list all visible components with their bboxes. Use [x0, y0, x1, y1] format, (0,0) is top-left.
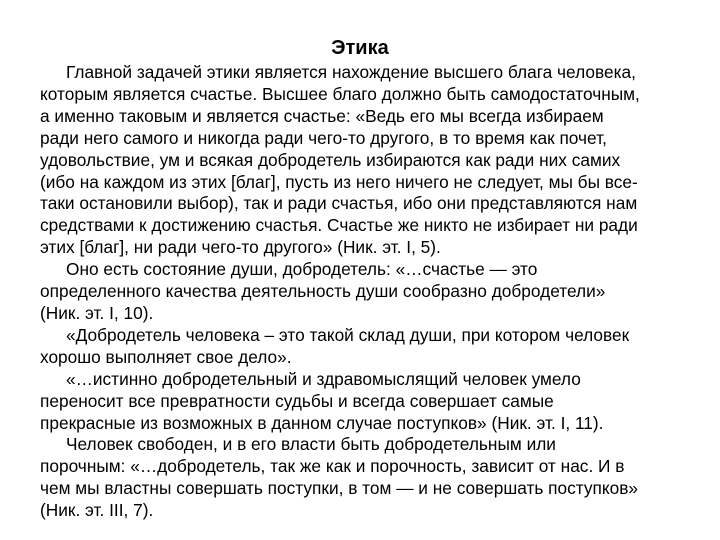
text-line: (Ник. эт. III, 7). — [40, 500, 154, 521]
text-line: Человек свободен, и в его власти быть добродетельным или — [66, 434, 556, 455]
text-line: таки остановили выбор), так и ради счастья, ибо они представляются нам — [40, 193, 638, 214]
text-line: которым является счастье. Высшее благо должно быть самодостаточным, — [40, 83, 640, 104]
text-line: (ибо на каждом из этих [благ], пусть из него ничего не следует, мы бы все- — [40, 171, 638, 192]
page-title: Этика — [331, 37, 389, 59]
text-line: средствами к достижению счастья. Счастье же никто не избирает ни ради — [40, 215, 638, 236]
body-text — [40, 62, 686, 522]
text-line: «…истинно добродетельный и здравомыслящий человек умело — [66, 368, 581, 389]
text-line: порочным: «…добродетель, так же как и порочность, зависит от нас. И в — [40, 456, 625, 477]
text-line: «Добродетель человека – это такой склад души, при котором человек — [66, 324, 630, 345]
text-line: хорошо выполняет свое дело». — [40, 346, 292, 367]
text-line: чем мы властны совершать поступки, в том — и не совершать поступков» — [40, 478, 639, 499]
text-line: удовольствие, ум и всякая добродетель избираются как ради них самих — [40, 149, 621, 170]
text-line: переносит все превратности судьбы и всегда совершает самые — [40, 390, 554, 411]
text-line: Оно есть состояние души, добродетель: «…счастье — это — [66, 259, 538, 280]
text-line: ради него самого и никогда ради чего-то другого, в то время как почет, — [40, 127, 607, 148]
text-line: определенного качества деятельность души сообразно добродетели» — [40, 281, 606, 302]
text-line: (Ник. эт. I, 10). — [40, 302, 154, 323]
text-line: прекрасные из возможных в данном случае поступков» (Ник. эт. I, 11). — [40, 412, 604, 433]
text-line: Главной задачей этики является нахождение высшего блага человека, — [66, 62, 636, 82]
text-line: этих [благ], ни ради чего-то другого» (Ник. эт. I, 5). — [40, 237, 441, 258]
text-line: а именно таковым и является счастье: «Ведь его мы всегда избираем — [40, 105, 604, 126]
